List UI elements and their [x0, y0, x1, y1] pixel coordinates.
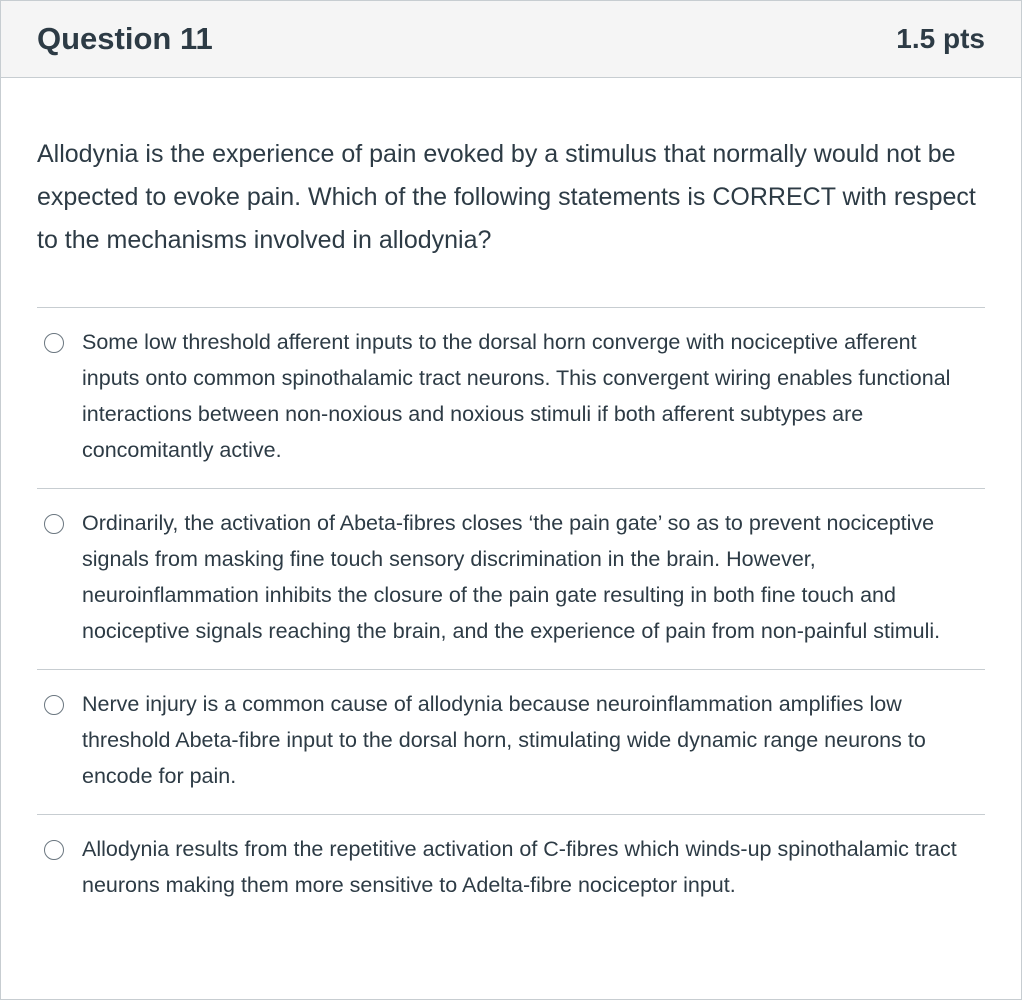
answer-text: Nerve injury is a common cause of allodynia because neuroinflammation amplifies low threshold Abeta-fibre input to the dorsal horn, stimulating wide dynamic range neurons to encode for pain. — [82, 692, 926, 788]
question-title: Question 11 — [37, 21, 213, 56]
answer-option-4[interactable] — [37, 814, 985, 913]
answer-text: Allodynia results from the repetitive activation of C-fibres which winds-up spinothalamic tract neurons making them more sensitive to Adelta-fibre nociceptor input. — [82, 837, 957, 897]
radio-button[interactable] — [44, 695, 64, 715]
answer-list — [37, 307, 985, 913]
answer-option-3[interactable] — [37, 669, 985, 814]
answer-option-1[interactable] — [37, 307, 985, 488]
radio-button[interactable] — [44, 840, 64, 860]
answer-text: Some low threshold afferent inputs to the dorsal horn converge with nociceptive afferent inputs onto common spinothalamic tract neurons. This convergent wiring enables functional interactions between non-noxious and noxious stimuli if both afferent subtypes are concomitantly active. — [82, 330, 951, 462]
question-text: Allodynia is the experience of pain evoked by a stimulus that normally would not be expected to evoke pain. Which of the following statements is CORRECT with respect to the mechanisms involved in allodynia? — [37, 140, 976, 254]
radio-button[interactable] — [44, 333, 64, 353]
radio-button[interactable] — [44, 514, 64, 534]
answer-option-2[interactable] — [37, 488, 985, 669]
question-points: 1.5 pts — [896, 23, 985, 54]
answer-text: Ordinarily, the activation of Abeta-fibres closes ‘the pain gate’ so as to prevent nociceptive signals from masking fine touch sensory discrimination in the brain. However, neuroinflammation inhibits the closure of the pain gate resulting in both fine touch and nociceptive signals reaching the brain, and the experience of pain from non-painful stimuli. — [82, 511, 941, 643]
question-header — [1, 1, 1021, 78]
